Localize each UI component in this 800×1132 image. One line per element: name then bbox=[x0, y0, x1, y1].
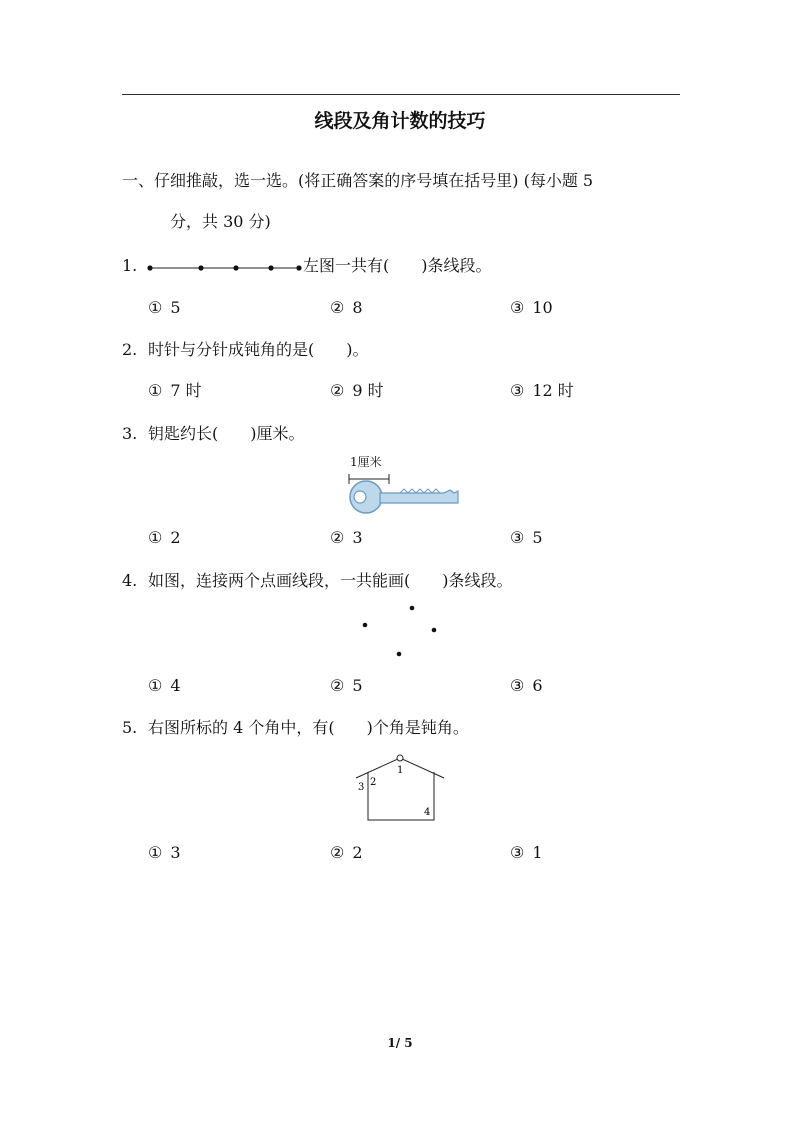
q1-point bbox=[233, 265, 238, 270]
question-5-number: 5. bbox=[122, 718, 138, 737]
question-2-text: 时针与分针成钝角的是( )。 bbox=[148, 340, 369, 359]
q1-line-figure bbox=[142, 258, 304, 278]
key-hole bbox=[354, 491, 366, 503]
q4-option-1[interactable]: ① 4 bbox=[148, 676, 181, 695]
q1-point bbox=[198, 265, 203, 270]
q1-point bbox=[147, 265, 152, 270]
question-4-number: 4. bbox=[122, 571, 138, 590]
section-heading-line2: 分，共 30 分) bbox=[170, 212, 271, 231]
q4-option-2[interactable]: ② 5 bbox=[330, 676, 363, 695]
section-heading-line1: 一、仔细推敲，选一选。(将正确答案的序号填在括号里) (每小题 5 bbox=[122, 171, 594, 190]
q4-points-figure bbox=[355, 597, 445, 663]
q2-option-3[interactable]: ③ 12 时 bbox=[510, 381, 574, 400]
q5-option-3[interactable]: ③ 1 bbox=[510, 843, 543, 862]
key-teeth bbox=[400, 489, 440, 493]
header-rule bbox=[122, 94, 680, 95]
angle-label-1: 1 bbox=[397, 765, 404, 776]
key-blade bbox=[380, 490, 458, 503]
q5-option-1[interactable]: ① 3 bbox=[148, 843, 181, 862]
angle-label-4: 4 bbox=[424, 807, 431, 818]
key-figure bbox=[340, 466, 464, 516]
question-1-text: 左图一共有( )条线段。 bbox=[303, 256, 492, 275]
q4-point bbox=[410, 606, 415, 611]
question-4-text: 如图，连接两个点画线段，一共能画( )条线段。 bbox=[148, 571, 513, 590]
q5-option-2[interactable]: ② 2 bbox=[330, 843, 363, 862]
q2-option-1[interactable]: ① 7 时 bbox=[148, 381, 202, 400]
house-angle-figure bbox=[352, 752, 448, 824]
q3-option-2[interactable]: ② 3 bbox=[330, 528, 363, 547]
q1-option-3[interactable]: ③ 10 bbox=[510, 298, 553, 317]
q1-option-1[interactable]: ① 5 bbox=[148, 298, 181, 317]
question-2-number: 2. bbox=[122, 340, 138, 359]
angle-label-2: 2 bbox=[370, 777, 377, 788]
question-3-number: 3. bbox=[122, 424, 138, 443]
q3-option-1[interactable]: ① 2 bbox=[148, 528, 181, 547]
q1-point bbox=[268, 265, 273, 270]
question-3-text: 钥匙约长( )厘米。 bbox=[148, 424, 305, 443]
q4-option-3[interactable]: ③ 6 bbox=[510, 676, 543, 695]
question-1-number: 1. bbox=[122, 256, 138, 275]
q4-point bbox=[363, 623, 368, 628]
page-number: 1/ 5 bbox=[387, 1036, 413, 1050]
q2-option-2[interactable]: ② 9 时 bbox=[330, 381, 384, 400]
question-5-text: 右图所标的 4 个角中，有( )个角是钝角。 bbox=[148, 718, 469, 737]
page-title: 线段及角计数的技巧 bbox=[314, 110, 486, 132]
house-peak-point bbox=[397, 755, 403, 761]
angle-label-3: 3 bbox=[358, 782, 365, 793]
q4-point bbox=[397, 652, 402, 657]
q3-option-3[interactable]: ③ 5 bbox=[510, 528, 543, 547]
key-scale-label: 1厘米 bbox=[350, 455, 382, 469]
q1-point bbox=[296, 265, 301, 270]
q4-point bbox=[432, 628, 437, 633]
q1-option-2[interactable]: ② 8 bbox=[330, 298, 363, 317]
